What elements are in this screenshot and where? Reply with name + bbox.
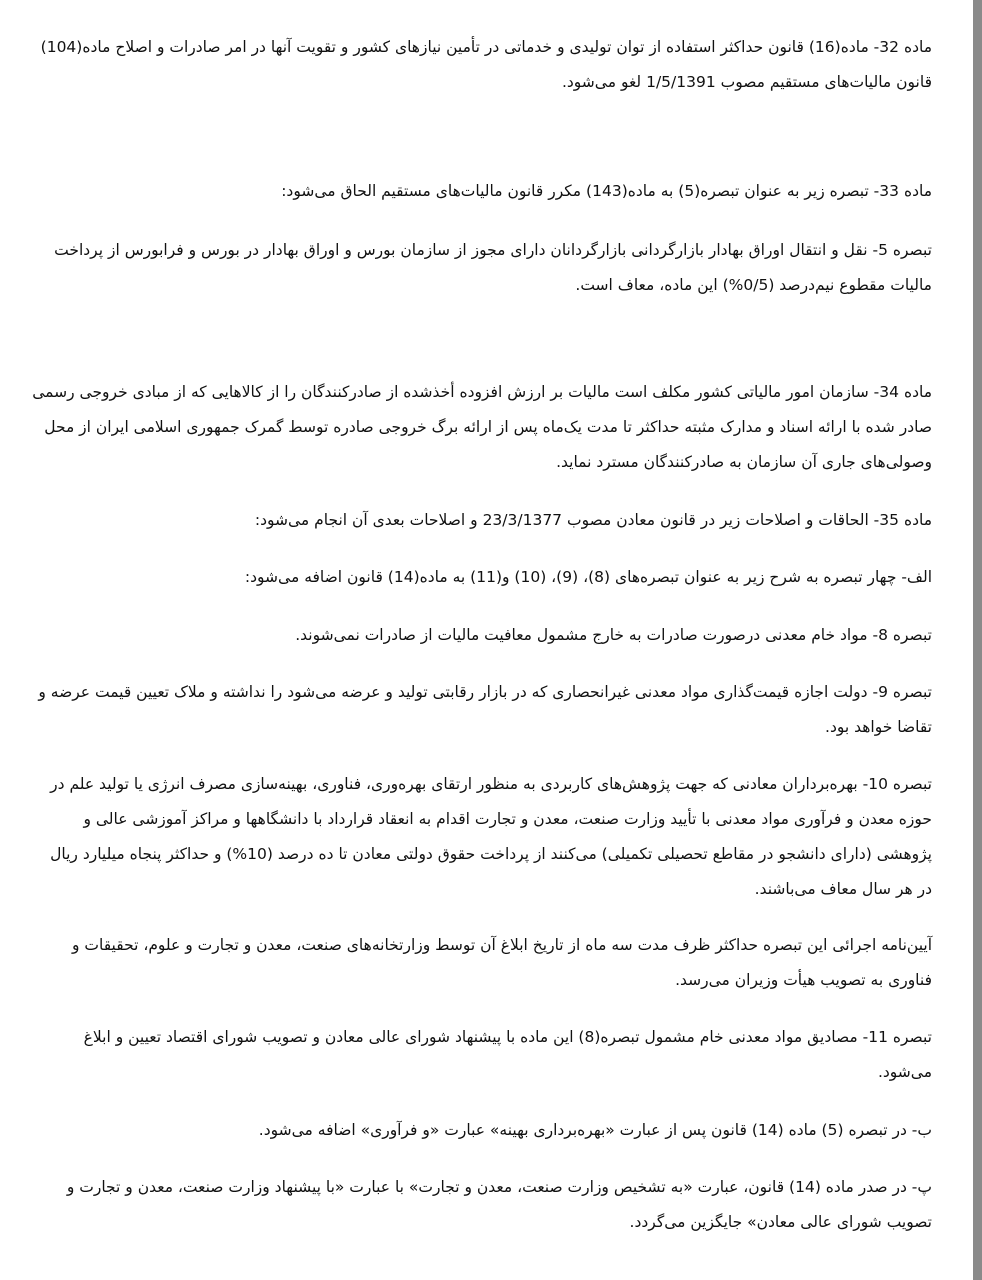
clause-alef-paragraph: الف- چهار تبصره به شرح زیر به عنوان تبصره‌های (8)، (9)، (10) و(11) به ماده(14) قانون اضافه می‌شود: bbox=[244, 568, 932, 586]
bylaw-paragraph: آیین‌نامه اجرائی این تبصره حداکثر ظرف مدت سه ماه از تاریخ ابلاغ آن توسط وزارتخانه‌های صنعت، معدن و تجارت و علوم، تحقیقات و فناوری به تصویب هیأت وزیران می‌رسد. bbox=[71, 936, 932, 989]
note-11-paragraph: تبصره 11- مصادیق مواد معدنی خام مشمول تبصره(8) این ماده با پیشنهاد شورای عالی معادن و تصویب شورای اقتصاد تعیین و ابلاغ می‌شود. bbox=[83, 1028, 932, 1081]
clause-be-paragraph: ب- در تبصره (5) ماده (14) قانون پس از عبارت «بهره‌برداری بهینه» عبارت «و فرآوری» اضافه می‌شود. bbox=[258, 1121, 932, 1139]
note-9-paragraph: تبصره 9- دولت اجازه قیمت‌گذاری مواد معدنی غیرانحصاری که در بازار رقابتی تولید و عرضه می‌شود را نداشته و ملاک تعیین قیمت عرضه و تقاضا خواهد بود. bbox=[38, 683, 932, 736]
note-10-paragraph: تبصره 10- بهره‌برداران معادنی که جهت پژوهش‌های کاربردی به منظور ارتقای بهره‌وری، فناوری، بهینه‌سازی مصرف انرژی یا تولید علم در حوزه معدن و فرآوری مواد معدنی با تأیید وزارت صنعت، معدن و تجارت اقدام به انعقاد قرارداد با دانشگاهها و مراکز آموزشی عالی و پژوهشی (دارای دانشجو در مقاطع تحصیلی تکمیلی) می‌کنند از پرداخت حقوق دولتی معادن تا ده درصد (10%) و حداکثر پنجاه میلیارد ریال در هر سال معاف می‌باشند. bbox=[50, 775, 932, 898]
note-8-paragraph: تبصره 8- مواد خام معدنی درصورت صادرات به خارج مشمول معافیت مالیات از صادرات نمی‌شوند. bbox=[295, 626, 932, 644]
clause-pe-paragraph: پ- در صدر ماده (14) قانون، عبارت «به تشخیص وزارت صنعت، معدن و تجارت» با عبارت «با پیشنهاد وزارت صنعت، معدن و تجارت و تصویب شورای عالی معادن» جایگزین می‌گردد. bbox=[66, 1178, 932, 1231]
article-33-paragraph: ماده 33- تبصره زیر به عنوان تبصره(5) به ماده(143) مکرر قانون مالیات‌های مستقیم الحاق می‌شود: bbox=[281, 182, 932, 200]
note-5-paragraph: تبصره 5- نقل و انتقال اوراق بهادار بازارگردانی بازارگردانان دارای مجوز از سازمان بورس و اوراق بهادار در بورس و فرابورس از پرداخت مالیات مقطوع نیم‌درصد (0/5%) این ماده، معاف است. bbox=[54, 241, 932, 294]
article-35-paragraph: ماده 35- الحاقات و اصلاحات زیر در قانون معادن مصوب 23/3/1377 و اصلاحات بعدی آن انجام می‌شود: bbox=[254, 511, 932, 529]
scrollbar[interactable] bbox=[973, 0, 982, 1280]
article-32-paragraph: ماده 32- ماده(16) قانون حداکثر استفاده از توان تولیدی و خدماتی در تأمین نیازهای کشور و تقویت آنها در امر صادرات و اصلاح ماده(104) قانون مالیات‌های مستقیم مصوب 1/5/1391 لغو می‌شود. bbox=[40, 38, 932, 91]
article-34-paragraph: ماده 34- سازمان امور مالیاتی کشور مکلف است مالیات بر ارزش افزوده أخذشده از صادرکنندگان را از کالاهایی که از مبادی خروجی رسمی صادر شده با ارائه اسناد و مدارک مثبته حداکثر تا مدت یک‌ماه پس از ارائه برگ خروجی صادره توسط گمرک جمهوری اسلامی ایران از محل وصولی‌های جاری آن سازمان به صادرکنندگان مسترد نماید. bbox=[32, 383, 932, 471]
